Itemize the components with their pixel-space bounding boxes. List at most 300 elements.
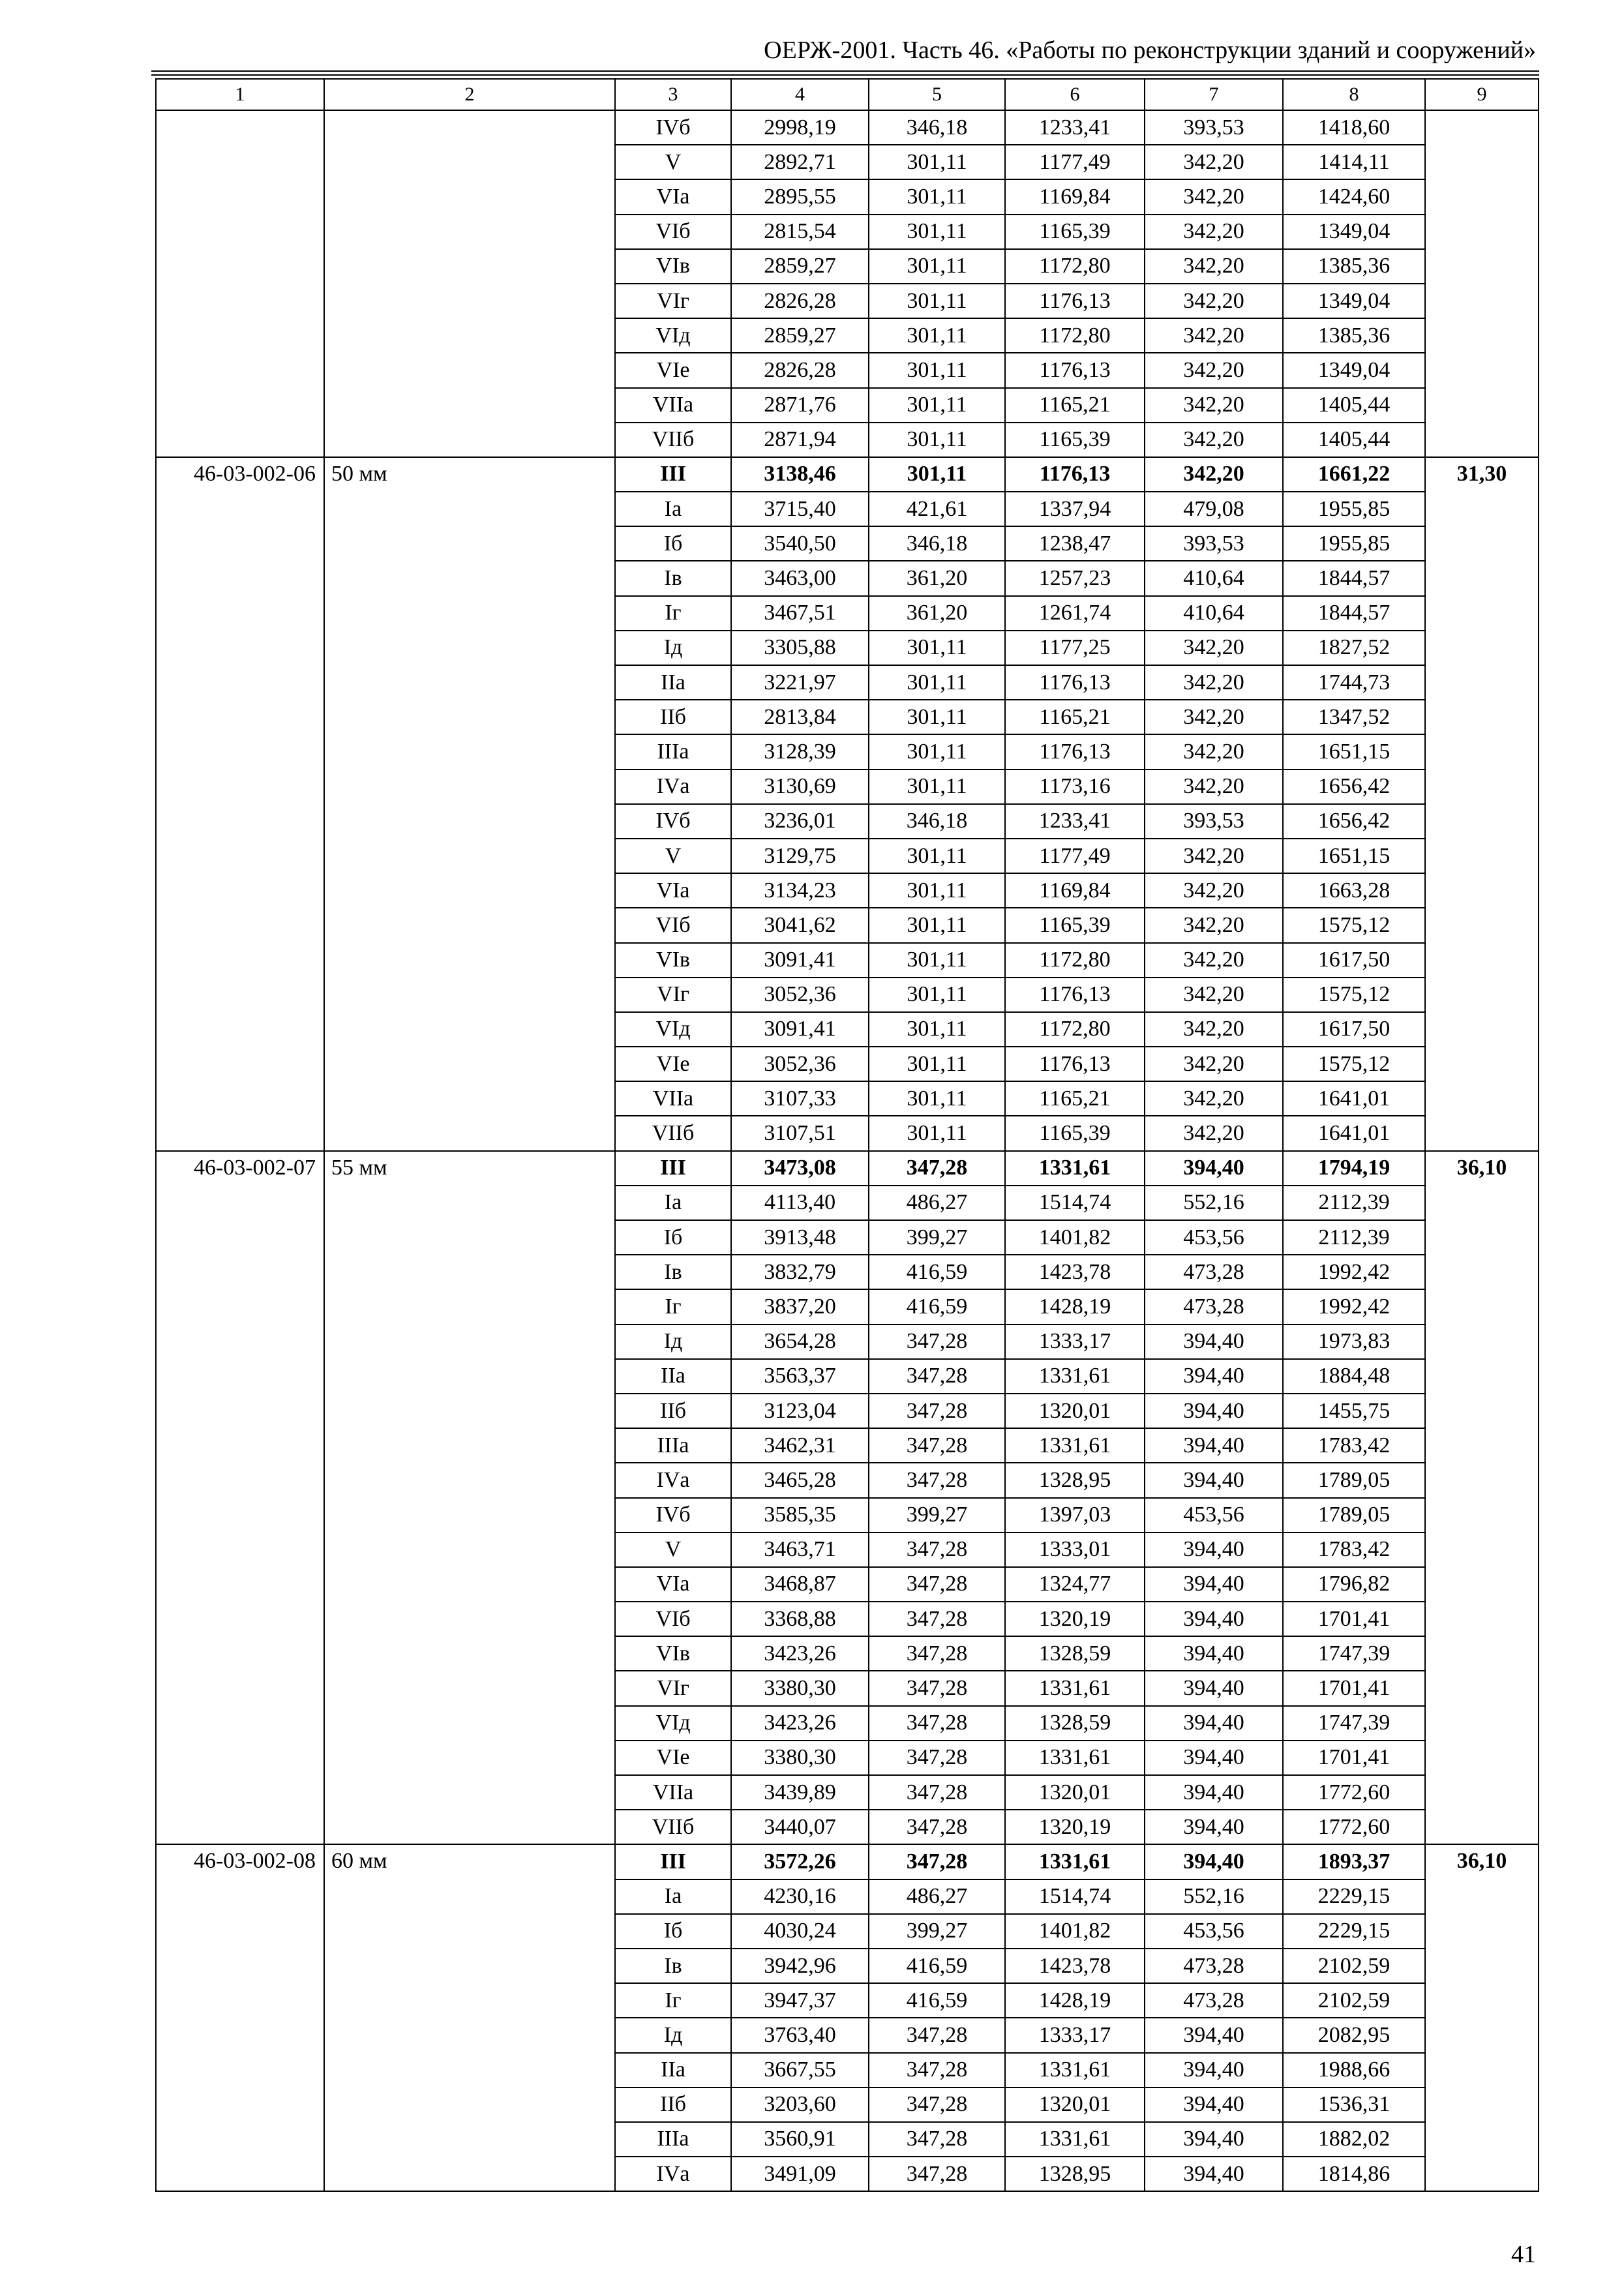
value-cell: 1238,47 <box>1005 526 1145 561</box>
value-cell: 1744,73 <box>1283 665 1425 700</box>
value-cell: 1328,95 <box>1005 1463 1145 1497</box>
labor-cost: 31,30 <box>1425 457 1539 1151</box>
value-cell: 3091,41 <box>731 943 869 978</box>
value-cell: 421,61 <box>869 492 1005 526</box>
price-table <box>155 78 1539 2192</box>
value-cell: 342,20 <box>1145 1081 1283 1116</box>
value-cell: 301,11 <box>869 631 1005 665</box>
value-cell: 393,53 <box>1145 804 1283 839</box>
value-cell: 1428,19 <box>1005 1983 1145 2018</box>
value-cell: 346,18 <box>869 110 1005 145</box>
value-cell: 342,20 <box>1145 353 1283 387</box>
value-cell: 2892,71 <box>731 145 869 179</box>
labor-cost <box>1425 110 1539 457</box>
value-cell: 301,11 <box>869 978 1005 1012</box>
value-cell: 416,59 <box>869 1289 1005 1324</box>
zone-cell: IIIа <box>615 1428 731 1463</box>
value-cell: 3491,09 <box>731 2157 869 2191</box>
value-cell: 347,28 <box>869 1602 1005 1636</box>
value-cell: 1827,52 <box>1283 631 1425 665</box>
value-cell: 1617,50 <box>1283 1012 1425 1047</box>
value-cell: 361,20 <box>869 561 1005 595</box>
value-cell: 342,20 <box>1145 978 1283 1012</box>
value-cell: 394,40 <box>1145 1671 1283 1705</box>
zone-cell: IVб <box>615 1498 731 1533</box>
page-number: 41 <box>1511 2241 1536 2268</box>
value-cell: 394,40 <box>1145 2053 1283 2087</box>
zone-cell: III <box>615 1151 731 1186</box>
value-cell: 1893,37 <box>1283 1844 1425 1879</box>
column-number-row <box>156 79 1539 110</box>
zone-cell: IVа <box>615 2157 731 2191</box>
value-cell: 3832,79 <box>731 1255 869 1289</box>
value-cell: 3368,88 <box>731 1602 869 1636</box>
value-cell: 1320,19 <box>1005 1602 1145 1636</box>
value-cell: 2895,55 <box>731 179 869 214</box>
value-cell: 347,28 <box>869 1844 1005 1879</box>
rate-code: 46-03-002-06 <box>156 457 324 1151</box>
value-cell: 3942,96 <box>731 1949 869 1983</box>
value-cell: 347,28 <box>869 1671 1005 1705</box>
header-rule <box>151 74 1539 76</box>
zone-cell: VIа <box>615 179 731 214</box>
value-cell: 1328,95 <box>1005 2157 1145 2191</box>
zone-cell: IIIа <box>615 2122 731 2157</box>
value-cell: 1331,61 <box>1005 1671 1145 1705</box>
header-rule <box>151 70 1539 72</box>
value-cell: 1176,13 <box>1005 1047 1145 1081</box>
value-cell: 479,08 <box>1145 492 1283 526</box>
value-cell: 473,28 <box>1145 1983 1283 2018</box>
value-cell: 1169,84 <box>1005 179 1145 214</box>
zone-cell: VIв <box>615 249 731 284</box>
value-cell: 2112,39 <box>1283 1220 1425 1255</box>
zone-cell: IIа <box>615 665 731 700</box>
value-cell: 347,28 <box>869 2157 1005 2191</box>
zone-cell: Iг <box>615 1983 731 2018</box>
value-cell: 342,20 <box>1145 631 1283 665</box>
value-cell: 1701,41 <box>1283 1602 1425 1636</box>
rate-name <box>324 110 615 457</box>
value-cell: 3236,01 <box>731 804 869 839</box>
table-row <box>156 110 1539 145</box>
value-cell: 1992,42 <box>1283 1289 1425 1324</box>
value-cell: 3221,97 <box>731 665 869 700</box>
value-cell: 347,28 <box>869 1636 1005 1671</box>
column-header: 8 <box>1283 79 1425 110</box>
value-cell: 2859,27 <box>731 318 869 353</box>
value-cell: 347,28 <box>869 1741 1005 1775</box>
zone-cell: Iв <box>615 561 731 595</box>
value-cell: 1331,61 <box>1005 1741 1145 1775</box>
value-cell: 1397,03 <box>1005 1498 1145 1533</box>
value-cell: 301,11 <box>869 1047 1005 1081</box>
value-cell: 3585,35 <box>731 1498 869 1533</box>
value-cell: 347,28 <box>869 1428 1005 1463</box>
zone-cell: VIIб <box>615 423 731 457</box>
value-cell: 1884,48 <box>1283 1359 1425 1394</box>
value-cell: 1261,74 <box>1005 596 1145 631</box>
value-cell: 1796,82 <box>1283 1567 1425 1602</box>
value-cell: 342,20 <box>1145 457 1283 492</box>
value-cell: 1514,74 <box>1005 1879 1145 1914</box>
value-cell: 301,11 <box>869 770 1005 804</box>
value-cell: 1324,77 <box>1005 1567 1145 1602</box>
value-cell: 1233,41 <box>1005 110 1145 145</box>
zone-cell: VIд <box>615 1012 731 1047</box>
value-cell: 3473,08 <box>731 1151 869 1186</box>
value-cell: 301,11 <box>869 734 1005 769</box>
value-cell: 1165,21 <box>1005 1081 1145 1116</box>
value-cell: 301,11 <box>869 1012 1005 1047</box>
value-cell: 301,11 <box>869 388 1005 423</box>
value-cell: 1172,80 <box>1005 1012 1145 1047</box>
value-cell: 3107,51 <box>731 1116 869 1150</box>
value-cell: 453,56 <box>1145 1498 1283 1533</box>
table-row <box>156 1151 1539 1186</box>
value-cell: 3439,89 <box>731 1775 869 1810</box>
value-cell: 1165,39 <box>1005 423 1145 457</box>
value-cell: 1772,60 <box>1283 1775 1425 1810</box>
value-cell: 394,40 <box>1145 1394 1283 1428</box>
value-cell: 473,28 <box>1145 1255 1283 1289</box>
zone-cell: Iд <box>615 2018 731 2052</box>
value-cell: 1789,05 <box>1283 1498 1425 1533</box>
zone-cell: VIг <box>615 284 731 318</box>
value-cell: 394,40 <box>1145 2157 1283 2191</box>
value-cell: 342,20 <box>1145 145 1283 179</box>
value-cell: 1641,01 <box>1283 1116 1425 1150</box>
zone-cell: Iд <box>615 1324 731 1359</box>
value-cell: 1320,01 <box>1005 1394 1145 1428</box>
value-cell: 347,28 <box>869 1151 1005 1186</box>
value-cell: 347,28 <box>869 2053 1005 2087</box>
value-cell: 1747,39 <box>1283 1636 1425 1671</box>
zone-cell: IIб <box>615 2087 731 2122</box>
value-cell: 347,28 <box>869 1463 1005 1497</box>
zone-cell: V <box>615 1533 731 1567</box>
value-cell: 301,11 <box>869 873 1005 908</box>
value-cell: 3837,20 <box>731 1289 869 1324</box>
value-cell: 1349,04 <box>1283 215 1425 249</box>
zone-cell: III <box>615 457 731 492</box>
value-cell: 3130,69 <box>731 770 869 804</box>
value-cell: 342,20 <box>1145 1012 1283 1047</box>
value-cell: 1328,59 <box>1005 1706 1145 1741</box>
zone-cell: IVб <box>615 110 731 145</box>
value-cell: 1349,04 <box>1283 353 1425 387</box>
zone-cell: VIв <box>615 943 731 978</box>
zone-cell: V <box>615 145 731 179</box>
value-cell: 347,28 <box>869 1810 1005 1844</box>
value-cell: 2229,15 <box>1283 1914 1425 1949</box>
value-cell: 1165,21 <box>1005 388 1145 423</box>
zone-cell: VIе <box>615 1741 731 1775</box>
value-cell: 3107,33 <box>731 1081 869 1116</box>
value-cell: 1331,61 <box>1005 1359 1145 1394</box>
value-cell: 1423,78 <box>1005 1949 1145 1983</box>
zone-cell: VIIа <box>615 388 731 423</box>
value-cell: 3947,37 <box>731 1983 869 2018</box>
value-cell: 2082,95 <box>1283 2018 1425 2052</box>
rate-code: 46-03-002-08 <box>156 1844 324 2191</box>
value-cell: 1331,61 <box>1005 1151 1145 1186</box>
value-cell: 342,20 <box>1145 665 1283 700</box>
value-cell: 3468,87 <box>731 1567 869 1602</box>
value-cell: 342,20 <box>1145 873 1283 908</box>
value-cell: 394,40 <box>1145 1324 1283 1359</box>
value-cell: 2815,54 <box>731 215 869 249</box>
value-cell: 1514,74 <box>1005 1186 1145 1220</box>
table-body <box>156 110 1539 2191</box>
zone-cell: Iг <box>615 1289 731 1324</box>
value-cell: 552,16 <box>1145 1186 1283 1220</box>
value-cell: 342,20 <box>1145 249 1283 284</box>
value-cell: 1414,11 <box>1283 145 1425 179</box>
value-cell: 1656,42 <box>1283 804 1425 839</box>
value-cell: 394,40 <box>1145 2018 1283 2052</box>
value-cell: 2998,19 <box>731 110 869 145</box>
value-cell: 1955,85 <box>1283 492 1425 526</box>
value-cell: 2826,28 <box>731 284 869 318</box>
value-cell: 3041,62 <box>731 908 869 942</box>
value-cell: 3423,26 <box>731 1706 869 1741</box>
value-cell: 301,11 <box>869 179 1005 214</box>
value-cell: 1331,61 <box>1005 1428 1145 1463</box>
value-cell: 1337,94 <box>1005 492 1145 526</box>
value-cell: 301,11 <box>869 839 1005 873</box>
value-cell: 1331,61 <box>1005 2053 1145 2087</box>
value-cell: 1385,36 <box>1283 318 1425 353</box>
rate-name: 55 мм <box>324 1151 615 1845</box>
rate-code: 46-03-002-07 <box>156 1151 324 1845</box>
zone-cell: VIб <box>615 215 731 249</box>
value-cell: 3667,55 <box>731 2053 869 2087</box>
zone-cell: IIа <box>615 2053 731 2087</box>
value-cell: 394,40 <box>1145 2122 1283 2157</box>
value-cell: 394,40 <box>1145 1844 1283 1879</box>
value-cell: 3440,07 <box>731 1810 869 1844</box>
zone-cell: VIе <box>615 1047 731 1081</box>
value-cell: 1233,41 <box>1005 804 1145 839</box>
zone-cell: VIIа <box>615 1081 731 1116</box>
value-cell: 453,56 <box>1145 1220 1283 1255</box>
zone-cell: VIд <box>615 1706 731 1741</box>
value-cell: 394,40 <box>1145 1533 1283 1567</box>
zone-cell: III <box>615 1844 731 1879</box>
value-cell: 3091,41 <box>731 1012 869 1047</box>
zone-cell: VIг <box>615 1671 731 1705</box>
value-cell: 393,53 <box>1145 526 1283 561</box>
value-cell: 1176,13 <box>1005 734 1145 769</box>
zone-cell: VIIб <box>615 1116 731 1150</box>
value-cell: 301,11 <box>869 665 1005 700</box>
value-cell: 3540,50 <box>731 526 869 561</box>
value-cell: 301,11 <box>869 215 1005 249</box>
value-cell: 1789,05 <box>1283 1463 1425 1497</box>
value-cell: 342,20 <box>1145 284 1283 318</box>
value-cell: 1992,42 <box>1283 1255 1425 1289</box>
value-cell: 347,28 <box>869 1359 1005 1394</box>
value-cell: 347,28 <box>869 2087 1005 2122</box>
value-cell: 3052,36 <box>731 978 869 1012</box>
value-cell: 1661,22 <box>1283 457 1425 492</box>
value-cell: 394,40 <box>1145 1359 1283 1394</box>
value-cell: 1320,01 <box>1005 2087 1145 2122</box>
value-cell: 394,40 <box>1145 1151 1283 1186</box>
value-cell: 1165,21 <box>1005 700 1145 734</box>
value-cell: 347,28 <box>869 1775 1005 1810</box>
value-cell: 1347,52 <box>1283 700 1425 734</box>
value-cell: 1772,60 <box>1283 1810 1425 1844</box>
value-cell: 394,40 <box>1145 1775 1283 1810</box>
value-cell: 346,18 <box>869 526 1005 561</box>
value-cell: 3203,60 <box>731 2087 869 2122</box>
value-cell: 342,20 <box>1145 1047 1283 1081</box>
value-cell: 4113,40 <box>731 1186 869 1220</box>
value-cell: 1349,04 <box>1283 284 1425 318</box>
value-cell: 342,20 <box>1145 318 1283 353</box>
value-cell: 1844,57 <box>1283 561 1425 595</box>
value-cell: 347,28 <box>869 1533 1005 1567</box>
table-row <box>156 457 1539 492</box>
value-cell: 2871,94 <box>731 423 869 457</box>
value-cell: 301,11 <box>869 700 1005 734</box>
value-cell: 399,27 <box>869 1914 1005 1949</box>
value-cell: 2112,39 <box>1283 1186 1425 1220</box>
value-cell: 1617,50 <box>1283 943 1425 978</box>
value-cell: 3123,04 <box>731 1394 869 1428</box>
zone-cell: V <box>615 839 731 873</box>
value-cell: 4230,16 <box>731 1879 869 1914</box>
value-cell: 1165,39 <box>1005 908 1145 942</box>
zone-cell: VIIб <box>615 1810 731 1844</box>
value-cell: 1701,41 <box>1283 1741 1425 1775</box>
value-cell: 3654,28 <box>731 1324 869 1359</box>
column-header: 3 <box>615 79 731 110</box>
value-cell: 3380,30 <box>731 1741 869 1775</box>
value-cell: 1575,12 <box>1283 1047 1425 1081</box>
value-cell: 1663,28 <box>1283 873 1425 908</box>
zone-cell: IVа <box>615 770 731 804</box>
column-header: 9 <box>1425 79 1539 110</box>
zone-cell: VIв <box>615 1636 731 1671</box>
zone-cell: VIа <box>615 1567 731 1602</box>
value-cell: 1656,42 <box>1283 770 1425 804</box>
zone-cell: Iа <box>615 1879 731 1914</box>
value-cell: 301,11 <box>869 353 1005 387</box>
value-cell: 453,56 <box>1145 1914 1283 1949</box>
value-cell: 1176,13 <box>1005 284 1145 318</box>
value-cell: 342,20 <box>1145 770 1283 804</box>
value-cell: 1651,15 <box>1283 839 1425 873</box>
column-header: 4 <box>731 79 869 110</box>
value-cell: 473,28 <box>1145 1949 1283 1983</box>
value-cell: 416,59 <box>869 1983 1005 2018</box>
labor-cost: 36,10 <box>1425 1844 1539 2191</box>
value-cell: 3128,39 <box>731 734 869 769</box>
value-cell: 1165,39 <box>1005 1116 1145 1150</box>
zone-cell: IIIа <box>615 734 731 769</box>
value-cell: 1172,80 <box>1005 943 1145 978</box>
value-cell: 2813,84 <box>731 700 869 734</box>
value-cell: 1424,60 <box>1283 179 1425 214</box>
value-cell: 1575,12 <box>1283 978 1425 1012</box>
value-cell: 1973,83 <box>1283 1324 1425 1359</box>
value-cell: 1320,19 <box>1005 1810 1145 1844</box>
value-cell: 342,20 <box>1145 908 1283 942</box>
value-cell: 3715,40 <box>731 492 869 526</box>
value-cell: 1844,57 <box>1283 596 1425 631</box>
value-cell: 1428,19 <box>1005 1289 1145 1324</box>
value-cell: 1333,01 <box>1005 1533 1145 1567</box>
running-header: ОЕРЖ-2001. Часть 46. «Работы по реконструкции зданий и сооружений» <box>764 37 1536 64</box>
value-cell: 301,11 <box>869 1081 1005 1116</box>
value-cell: 347,28 <box>869 2122 1005 2157</box>
value-cell: 2871,76 <box>731 388 869 423</box>
value-cell: 1783,42 <box>1283 1428 1425 1463</box>
value-cell: 1405,44 <box>1283 423 1425 457</box>
value-cell: 342,20 <box>1145 423 1283 457</box>
value-cell: 3763,40 <box>731 2018 869 2052</box>
column-header: 1 <box>156 79 324 110</box>
value-cell: 1814,86 <box>1283 2157 1425 2191</box>
value-cell: 1455,75 <box>1283 1394 1425 1428</box>
value-cell: 347,28 <box>869 1706 1005 1741</box>
value-cell: 342,20 <box>1145 839 1283 873</box>
value-cell: 1333,17 <box>1005 2018 1145 2052</box>
value-cell: 1176,13 <box>1005 978 1145 1012</box>
value-cell: 399,27 <box>869 1220 1005 1255</box>
value-cell: 3423,26 <box>731 1636 869 1671</box>
labor-cost: 36,10 <box>1425 1151 1539 1845</box>
value-cell: 1177,49 <box>1005 839 1145 873</box>
value-cell: 301,11 <box>869 908 1005 942</box>
value-cell: 394,40 <box>1145 1636 1283 1671</box>
value-cell: 394,40 <box>1145 1463 1283 1497</box>
table-row <box>156 1844 1539 1879</box>
value-cell: 342,20 <box>1145 388 1283 423</box>
value-cell: 394,40 <box>1145 1741 1283 1775</box>
value-cell: 1172,80 <box>1005 318 1145 353</box>
value-cell: 1257,23 <box>1005 561 1145 595</box>
value-cell: 410,64 <box>1145 596 1283 631</box>
value-cell: 2102,59 <box>1283 1949 1425 1983</box>
column-header: 7 <box>1145 79 1283 110</box>
zone-cell: Iв <box>615 1949 731 1983</box>
value-cell: 347,28 <box>869 2018 1005 2052</box>
zone-cell: IIа <box>615 1359 731 1394</box>
value-cell: 1747,39 <box>1283 1706 1425 1741</box>
value-cell: 301,11 <box>869 1116 1005 1150</box>
value-cell: 1176,13 <box>1005 353 1145 387</box>
value-cell: 2826,28 <box>731 353 869 387</box>
value-cell: 1794,19 <box>1283 1151 1425 1186</box>
zone-cell: Iд <box>615 631 731 665</box>
value-cell: 301,11 <box>869 457 1005 492</box>
value-cell: 3138,46 <box>731 457 869 492</box>
value-cell: 342,20 <box>1145 1116 1283 1150</box>
value-cell: 342,20 <box>1145 700 1283 734</box>
value-cell: 1173,16 <box>1005 770 1145 804</box>
value-cell: 1169,84 <box>1005 873 1145 908</box>
zone-cell: Iа <box>615 492 731 526</box>
rate-code <box>156 110 324 457</box>
value-cell: 394,40 <box>1145 1567 1283 1602</box>
value-cell: 3463,71 <box>731 1533 869 1567</box>
value-cell: 1955,85 <box>1283 526 1425 561</box>
value-cell: 347,28 <box>869 1394 1005 1428</box>
